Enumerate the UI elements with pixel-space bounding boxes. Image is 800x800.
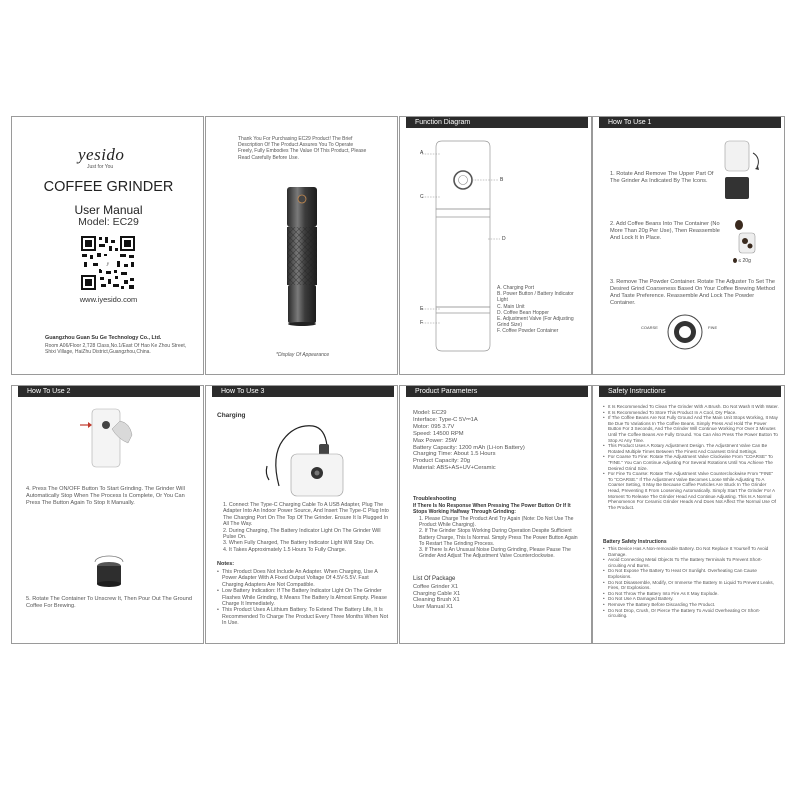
charging-illustration	[261, 416, 361, 496]
charging-step-3: 3. When Fully Charged, The Battery Indicator Light Will Stay On.	[223, 540, 375, 547]
model-label: Model: EC29	[78, 216, 139, 228]
safety-item: • It Is Recommended To Store This Product In A Cool, Dry Place.	[603, 410, 779, 416]
diagram-letter-d: D	[502, 236, 506, 242]
qr-code	[79, 234, 137, 292]
param-material: Material: ABS+AS+UV+Ceramic	[413, 465, 496, 472]
step-1-text: 1. Rotate And Remove The Upper Part Of The Grinder As Indicated By The Icons.	[610, 171, 714, 184]
troubleshooting-list	[413, 516, 583, 559]
package-item: User Manual X1	[413, 603, 454, 610]
safety-panel	[592, 385, 785, 644]
legend-item-a: A. Charging Port	[497, 285, 534, 291]
safety-item: • For Fine To Coarse: Rotate The Adjustment Valve Counterclockwise From "FINE" To "COARSE." If The Adjustment Valve Becomes Loose While Adjusting To A Coarser Setting, It May Be Because Coffee Particles Are Stuck In The Grinder Head, Preventing It From Loosening Automatically. Simply Start The Grinder For A Moment To Release The Grinder Head And Continue Adjusting. This Is A Normal Phenomenon For Ceramic Grinder Heads And Does Not Affect The Normal Use Of The Product.	[603, 471, 779, 510]
battery-safety-item: • Do Not Drop, Crush, Or Pierce The Battery To Avoid Overheating Or Short-circuiting.	[603, 608, 779, 619]
safety-item: • For Coarse To Fine: Rotate The Adjustment Valve Clockwise From "COARSE" To "FINE." You Can Continue Adjusting For Several Rotations Until You Achieve The Desired Grind Size.	[603, 454, 779, 471]
diagram-letter-e: E	[420, 306, 424, 312]
grinder-line-diagram	[400, 117, 592, 375]
how-to-use-3-header: How To Use 3	[212, 386, 394, 397]
charging-subtitle: Charging	[217, 412, 246, 419]
bean-limit-label: ≤ 20g	[733, 258, 751, 264]
how-to-use-3-panel	[205, 385, 398, 644]
param-model: Model: EC29	[413, 410, 447, 416]
troubleshooting-item: 3. If There Is An Unusual Noise During Grinding, Please Pause The Grinder And Adjust The Adjustment Valve Counterclockwise.	[419, 547, 571, 560]
manual-title: User Manual	[74, 203, 143, 217]
note-item: • Low Battery Indication: If The Battery Indicator Light On The Grinder Flashes While Grinding, It Means The Battery Is Almost Empty. Please Charge It Immediately.	[217, 588, 389, 607]
diagram-legend	[497, 285, 585, 335]
diagram-letter-f: F	[420, 320, 424, 326]
svg-text:y: y	[106, 262, 110, 267]
safety-item: • It Is Recommended To Clean The Grinder With A Brush. Do Not Wash It With Water.	[603, 404, 779, 410]
param-motor: Motor: 095 3.7V	[413, 423, 455, 430]
step-4-illustration	[74, 403, 144, 467]
how-to-use-1-panel	[592, 116, 785, 375]
package-list	[413, 584, 460, 610]
package-item: Cleaning Brush X1	[413, 597, 460, 604]
coffee-bean-illustration	[731, 219, 759, 255]
appearance-caption: *Display Of Appearance	[276, 352, 330, 358]
notes-list	[217, 569, 389, 627]
how-to-use-1-header: How To Use 1	[599, 117, 781, 128]
param-capacity: Product Capacity: 20g	[413, 458, 471, 465]
battery-safety-item: • Do Not Expose The Battery To Heat Or Sunlight. Overheating Can Cause Explosions.	[603, 568, 779, 579]
coarse-label: COARSE	[641, 325, 658, 330]
safety-item: • This Product Uses A Rotary Adjustment Design. The Adjustment Valve Can Be Rotated Multiple Times Between The Finest And Coarsest Grind Settings.	[603, 443, 779, 454]
grinder-appearance-image	[284, 187, 324, 327]
charging-step-4: 4. It Takes Approximately 1.5 Hours To Fully Charge.	[223, 546, 347, 553]
troubleshooting-item: 1. Please Charge The Product And Try Again (Note: Do Not Use The Product While Charging).	[419, 516, 574, 529]
legend-item-c: C. Main Unit	[497, 303, 525, 310]
package-item: Coffee Grinder X1	[413, 584, 458, 590]
parameters-list	[413, 410, 583, 472]
param-charging-time: Charging Time: About 1.5 Hours	[413, 451, 496, 458]
safety-list	[603, 404, 779, 510]
legend-item-f: F. Coffee Powder Container	[497, 328, 559, 335]
company-address: Room A06/Floor 2,T28 Class,No.1/East Of Hao Ke Zhou Street, Shixi Village, HaiZhu District,Guangzhou,China.	[45, 343, 187, 356]
diagram-letter-c: C	[420, 194, 424, 200]
intro-panel	[205, 116, 398, 375]
troubleshooting-item: 2. If The Grinder Stops Working During Operation Despite Sufficient Battery Charge, This Is Normal. Simply Press The Power Button Again To Restart The Grinding Process.	[419, 528, 578, 547]
product-parameters-header: Product Parameters	[406, 386, 588, 397]
how-to-use-2-panel	[11, 385, 204, 644]
safety-item: • If The Coffee Beans Are Not Fully Ground And The Main Unit Stops Working, It May Be Due To Variations In The Coffee Beans. Simply Press And Hold The Power Button For 3 Seconds, And The Grinder Will Continue Working For Over 3 Minutes Until The Coffee Beans Are Fully Ground. You Can Also Press The Power Button To Stop At Any Time.	[603, 415, 779, 443]
step-4-text: 4. Press The ON/OFF Button To Start Grinding. The Grinder Will Automatically Stop When The Process Is Complete, Or You Can Press The Button Again To Stop It Manually.	[26, 486, 185, 506]
legend-item-e: E. Adjustment Valve (For Adjusting Grind Size)	[497, 316, 574, 329]
battery-safety-item: • This Device Has A Non-removable Battery. Do Not Replace It Yourself To Avoid Damage.	[603, 546, 779, 557]
troubleshooting-question: If There Is No Response When Pressing The Power Button Or If It Stops Working Halfway Through Grinding:	[413, 503, 571, 516]
battery-safety-title: Battery Safety Instructions	[603, 539, 667, 545]
param-interface: Interface: Type-C 5V⎓1A	[413, 416, 478, 423]
package-item: Charging Cable X1	[413, 590, 461, 597]
notes-title: Notes:	[217, 561, 235, 567]
diagram-letter-b: B	[500, 177, 504, 183]
note-item: • This Product Does Not Include An Adapter. When Charging, Use A Power Adapter With A Fixed Output Voltage Of 4.5V-5.5V. Fast Charging Adapters Are Not Compatible.	[217, 569, 389, 588]
step-5-illustration	[92, 558, 126, 588]
param-battery: Battery Capacity: 1200 mAh (Li-ion Battery)	[413, 444, 525, 451]
product-parameters-panel	[399, 385, 592, 644]
safety-header: Safety Instructions	[599, 386, 781, 397]
note-item: • This Product Uses A Lithium Battery. To Extend The Battery Life, It Is Recommended To Charge The Product Every Three Months When Not In Use.	[217, 607, 389, 626]
battery-safety-item: • Remove The Battery Before Discarding The Product.	[603, 602, 779, 608]
bean-icon	[733, 258, 737, 263]
function-diagram-header: Function Diagram	[406, 117, 588, 128]
package-title: List Of Package	[413, 576, 456, 582]
adjustment-dial-illustration	[665, 312, 705, 352]
legend-item-b: B. Power Button / Battery Indicator Light	[497, 291, 574, 304]
battery-safety-item: • Avoid Connecting Metal Objects To The Battery Terminals To Prevent Short-circuiting And Burns.	[603, 557, 779, 568]
intro-text: Thank You For Purchasing EC29 Product! The Brief Description Of The Product Assures You To Operate Freely, Fully Embodies The Value Of This Product, Please Read Carefully Before Use.	[238, 136, 367, 161]
function-diagram-panel	[399, 116, 592, 375]
brand-logo: yesido	[78, 145, 125, 164]
charging-steps	[217, 502, 389, 553]
troubleshooting-title: Troubleshooting	[413, 496, 457, 502]
step-2-text: 2. Add Coffee Beans Into The Container (No More Than 20g Per Use), Then Reassemble And Lock It In Place.	[610, 221, 720, 241]
company-name: Guangzhou Guan Su Ge Technology Co., Ltd.	[45, 335, 162, 341]
diagram-letter-a: A	[420, 150, 424, 156]
step-3-text: 3. Remove The Powder Container. Rotate The Adjuster To Set The Desired Grind Coarseness Based On Your Coffee Brewing Method And Taste Preference. Reassemble And Lock The Powder Container.	[610, 279, 776, 306]
battery-safety-list	[603, 546, 779, 619]
charging-step-2: 2. During Charging, The Battery Indicator Light On The Grinder Will Pulse On.	[223, 527, 381, 541]
step-1-illustration	[717, 139, 767, 201]
battery-safety-item: • Do Not Use A Damaged Battery.	[603, 596, 779, 602]
battery-safety-item: • Do Not Throw The Battery Into Fire As It May Explode.	[603, 591, 779, 597]
battery-safety-item: • Do Not Disassemble, Modify, Or Immerse The Battery In Liquid To Prevent Leaks, Fires, Or Explosions.	[603, 580, 779, 591]
step-5-text: 5. Rotate The Container To Unscrew It, Then Pour Out The Ground Coffee For Brewing.	[26, 596, 192, 609]
legend-item-d: D. Coffee Bean Hopper	[497, 309, 549, 316]
fine-label: FINE	[708, 325, 718, 330]
website-url[interactable]: www.iyesido.com	[79, 295, 138, 304]
product-title: COFFEE GRINDER	[43, 179, 174, 195]
brand-tagline: Just for You	[87, 164, 114, 170]
param-max-power: Max Power: 25W	[413, 437, 458, 444]
how-to-use-2-header: How To Use 2	[18, 386, 200, 397]
charging-step-1: 1. Connect The Type-C Charging Cable To A USB Adapter, Plug The Adapter Into An Indoor Power Source, And Insert The Type-C Plug Into The Charging Port On The Top Of The Grinder. Ensure It Is Plugged In All The Way.	[223, 502, 389, 528]
cover-panel	[11, 116, 204, 375]
param-speed: Speed: 14500 RPM	[413, 430, 464, 437]
